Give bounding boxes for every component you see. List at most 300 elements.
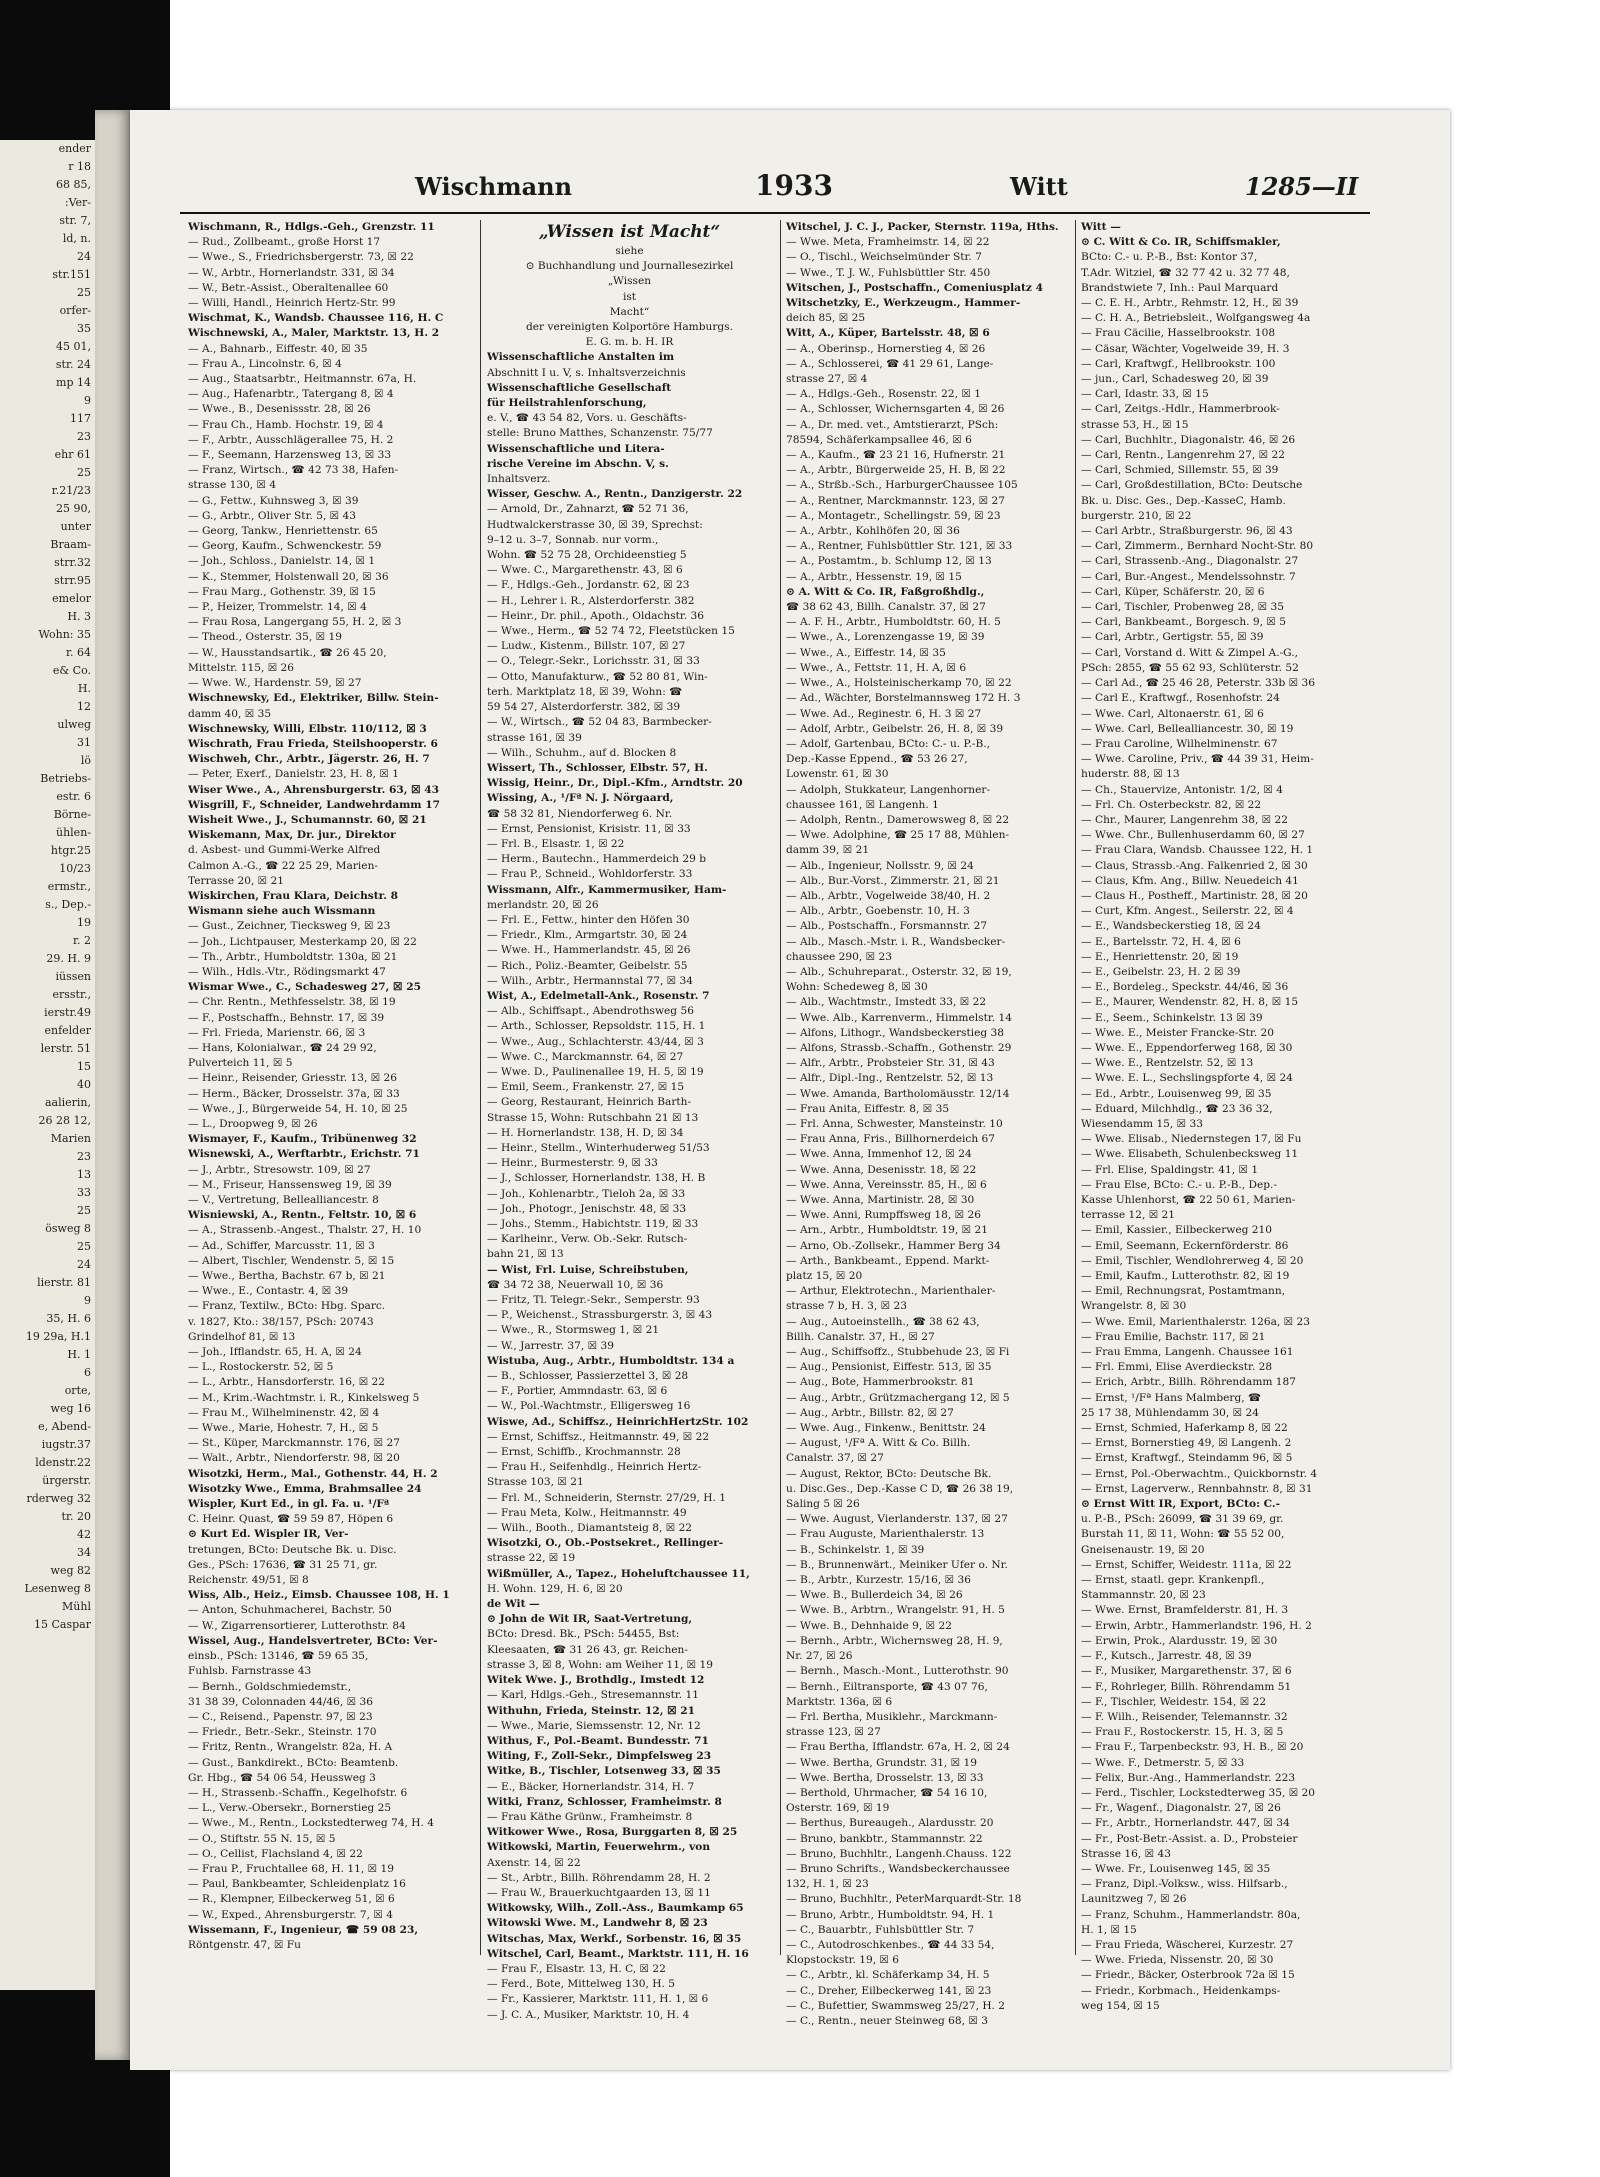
directory-entry-line: — Alfons, Lithogr., Wandsbeckerstieg 38 (786, 1026, 1004, 1039)
directory-entry-line: — Adolph, Stukkateur, Langenhorner- (786, 783, 991, 796)
directory-entry-line: — Friedr., Betr.-Sekr., Steinstr. 170 (188, 1726, 377, 1739)
directory-entry-line: — Frau Anita, Eiffestr. 8, ☒ 35 (786, 1102, 950, 1115)
directory-entry-line: 25 17 38, Mühlendamm 30, ☒ 24 (1081, 1406, 1259, 1419)
directory-entry-line: — C., Bufettier, Swammsweg 25/27, H. 2 (786, 1999, 1006, 2012)
directory-entry-line: — A., Schlosserei, ☎ 41 29 61, Lange- (786, 357, 994, 370)
left-page-text-fragment: 25 (77, 466, 91, 479)
directory-entry-line: — Emil, Rechnungsrat, Postamtmann, (1081, 1285, 1286, 1298)
directory-entry-line: Burstah 11, ☒ 11, Wohn: ☎ 55 52 00, (1081, 1528, 1285, 1541)
directory-entry-line: — Paul, Bankbeamter, Schleidenplatz 16 (188, 1878, 406, 1891)
directory-entry-line: — Frau F., Tarpenbeckstr. 93, H. B., ☒ 20 (1081, 1741, 1304, 1754)
left-page-text-fragment: Braam- (50, 538, 91, 551)
directory-entry-line: Terrasse 20, ☒ 21 (188, 874, 285, 887)
directory-entry-line: — C., Autodroschkenbes., ☎ 44 33 54, (786, 1938, 995, 1951)
directory-entry-line: Osterstr. 169, ☒ 19 (786, 1802, 890, 1815)
directory-entry-line: — Alb., Ingenieur, Nollsstr. 9, ☒ 24 (786, 859, 974, 872)
left-page-text-fragment: Lesenweg 8 (24, 1582, 91, 1595)
directory-entry-line: Bk. u. Disc. Ges., Dep.-KasseC, Hamb. (1081, 494, 1286, 507)
left-page-text-fragment: tr. 20 (61, 1510, 91, 1523)
directory-entry-line: Withus, F., Pol.-Beamt. Bundesstr. 71 (487, 1734, 709, 1747)
directory-entry-line: — Wwe., B., Desenissstr. 28, ☒ 26 (188, 403, 371, 416)
left-page-text-fragment: 33 (77, 1186, 91, 1199)
left-page-text-fragment: weg 16 (50, 1402, 91, 1415)
directory-entry-line: — Carl, Bur.-Angest., Mendelssohnstr. 7 (1081, 570, 1296, 583)
directory-entry-line: Wissenschaftliche und Litera- (487, 442, 665, 455)
directory-entry-line: damm 39, ☒ 21 (786, 844, 870, 857)
directory-entry-line: T.Adr. Witziel, ☎ 32 77 42 u. 32 77 48, (1081, 266, 1290, 279)
directory-entry-line: — W., Jarrestr. 37, ☒ 39 (487, 1339, 614, 1352)
left-page-text-fragment: H. (77, 682, 91, 695)
directory-entry-line: — Wilh., Hdls.-Vtr., Rödingsmarkt 47 (188, 965, 386, 978)
directory-entry-line: — Bernh., Arbtr., Wichernsweg 28, H. 9, (786, 1634, 1003, 1647)
directory-entry-line: — Frau Else, BCto: C.- u. P.-B., Dep.- (1081, 1178, 1278, 1191)
directory-entry-line: Wischrath, Frau Frieda, Steilshooperstr. 6 (188, 737, 438, 750)
directory-entry-line: — W., Hausstandsartik., ☎ 26 45 20, (188, 646, 387, 659)
directory-entry-line: bahn 21, ☒ 13 (487, 1248, 564, 1261)
directory-entry-line: — Eduard, Milchhdlg., ☎ 23 36 32, (1081, 1102, 1273, 1115)
directory-entry-line: — O., Tischl., Weichselmünder Str. 7 (786, 251, 982, 264)
directory-entry-line: — Carl, Zeitgs.-Hdlr., Hammerbrook- (1081, 403, 1280, 416)
left-page-text-fragment: 15 Caspar (34, 1618, 91, 1631)
directory-entry-line: — Erich, Arbtr., Billh. Röhrendamm 187 (1081, 1376, 1297, 1389)
directory-entry-line: Wohn: Schedeweg 8, ☒ 30 (786, 981, 928, 994)
directory-entry-line: — Frau Auguste, Marienthalerstr. 13 (786, 1528, 985, 1541)
directory-entry-line: Wohn. ☎ 52 75 28, Orchideenstieg 5 (487, 549, 687, 562)
directory-entry-line: ⊙ C. Witt & Co. IR, Schiffsmakler, (1081, 236, 1281, 249)
directory-entry-line: — Frau Käthe Grünw., Framheimstr. 8 (487, 1810, 693, 1823)
directory-entry-line: chaussee 161, ☒ Langenh. 1 (786, 798, 939, 811)
directory-entry-line: — Adolph, Rentn., Damerowsweg 8, ☒ 22 (786, 813, 1010, 826)
directory-entry-line: Dep.-Kasse Eppend., ☎ 53 26 27, (786, 753, 968, 766)
directory-entry-line: — Fr., Kassierer, Marktstr. 111, H. 1, ☒ 6 (487, 1993, 709, 2006)
left-page-text-fragment: 25 (77, 286, 91, 299)
directory-entry-line: — Carl E., Kraftwgf., Rosenhofstr. 24 (1081, 692, 1280, 705)
directory-entry-line: chaussee 290, ☒ 23 (786, 950, 892, 963)
directory-entry-line: damm 40, ☒ 35 (188, 707, 272, 720)
directory-entry-line: — E., Wandsbeckerstieg 18, ☒ 24 (1081, 920, 1261, 933)
left-page-text-fragment: strr.32 (54, 556, 91, 569)
directory-entry-line: — W., Zigarrensortierer, Lutterothstr. 84 (188, 1619, 406, 1632)
directory-entry-line: — K., Stemmer, Holstenwall 20, ☒ 36 (188, 570, 389, 583)
directory-entry-line: — Wist, Frl. Luise, Schreibstuben, (487, 1263, 689, 1276)
directory-entry-line: Gr. Hbg., ☎ 54 06 54, Heussweg 3 (188, 1771, 376, 1784)
left-page-text-fragment: 29. H. 9 (46, 952, 91, 965)
directory-entry-line: — Frau Anna, Fris., Billhornerdeich 67 (786, 1133, 995, 1146)
directory-entry-line: — Gust., Bankdirekt., BCto: Beamtenb. (188, 1756, 399, 1769)
directory-entry-line: — Frau Clara, Wandsb. Chaussee 122, H. 1 (1081, 844, 1314, 857)
directory-entry-line: ☎ 38 62 43, Billh. Canalstr. 37, ☒ 27 (786, 601, 986, 614)
directory-entry-line: — Wwe. Meta, Framheimstr. 14, ☒ 22 (786, 236, 990, 249)
left-page-text-fragment: 35, H. 6 (46, 1312, 91, 1325)
left-page-text-fragment: lerstr. 51 (40, 1042, 91, 1055)
directory-entry-line: — A., Strassenb.-Angest., Thalstr. 27, H. 10 (188, 1224, 422, 1237)
directory-entry-line: — Bruno, Buchhltr., Langenh.Chauss. 122 (786, 1847, 1012, 1860)
directory-entry-line: burgerstr. 210, ☒ 22 (1081, 509, 1192, 522)
directory-entry-line: — Wwe., A., Eiffestr. 14, ☒ 35 (786, 646, 946, 659)
directory-entry-line: — Frau Meta, Kolw., Heitmannstr. 49 (487, 1506, 687, 1519)
directory-entry-line: — Wwe. Alb., Karrenverm., Himmelstr. 14 (786, 1011, 1012, 1024)
directory-entry-line: — G., Arbtr., Oliver Str. 5, ☒ 43 (188, 509, 357, 522)
directory-entry-line: Klopstockstr. 19, ☒ 6 (786, 1954, 900, 1967)
directory-entry-line: — M., Friseur, Hanssensweg 19, ☒ 39 (188, 1178, 392, 1191)
directory-entry-line: — Wwe. B., Bullerdeich 34, ☒ 26 (786, 1589, 963, 1602)
directory-entry-line: — Ernst, staatl. gepr. Krankenpfl., (1081, 1574, 1265, 1587)
directory-entry-line: de Wit — (487, 1598, 540, 1611)
column-4 (1081, 220, 1366, 2014)
left-page-text-fragment: ierstr.49 (44, 1006, 91, 1019)
left-page-text-fragment: 25 (77, 1204, 91, 1217)
directory-entry-line: — Heinr., Reisender, Griesstr. 13, ☒ 26 (188, 1072, 398, 1085)
directory-entry-line: — Carl, Küper, Schäferstr. 20, ☒ 6 (1081, 585, 1265, 598)
directory-entry-line: — Hans, Kolonialwar., ☎ 24 29 92, (188, 1041, 377, 1054)
directory-entry-line: — Frl. Elise, Spaldingstr. 41, ☒ 1 (1081, 1163, 1259, 1176)
left-page-text-fragment: ehr 61 (54, 448, 91, 461)
directory-entry-line: Wisotzki, Herm., Mal., Gothenstr. 44, H. 2 (188, 1467, 438, 1480)
directory-entry-line: — Franz, Dipl.-Volksw., wiss. Hilfsarb., (1081, 1878, 1288, 1891)
directory-entry-line: — Wwe. W., Hardenstr. 59, ☒ 27 (188, 677, 362, 690)
directory-entry-line: — Otto, Manufakturw., ☎ 52 80 81, Win- (487, 670, 708, 683)
left-page-text-fragment: iugstr.37 (41, 1438, 91, 1451)
directory-entry-line: — Johs., Stemm., Habichtstr. 119, ☒ 33 (487, 1218, 699, 1230)
directory-entry-line: Wischweh, Chr., Arbtr., Jägerstr. 26, H. 7 (188, 753, 430, 766)
directory-entry-line: „Wissen ist Macht“ (538, 222, 721, 242)
directory-entry-line: — B., Brunnenwärt., Meiniker Ufer o. Nr. (786, 1558, 1008, 1571)
left-page-text-fragment: aalierin, (44, 1096, 91, 1109)
directory-entry-line: H. 1, ☒ 15 (1081, 1923, 1137, 1936)
directory-entry-line: — Wwe. B., Arbtrn., Wrangelstr. 91, H. 5 (786, 1604, 1005, 1617)
directory-entry-line: — Berthold, Uhrmacher, ☎ 54 16 10, (786, 1786, 988, 1799)
directory-entry-line: Wissig, Heinr., Dr., Dipl.-Kfm., Arndtstr. 20 (487, 777, 743, 790)
directory-entry-line: — Fritz, Tl. Telegr.-Sekr., Semperstr. 93 (487, 1294, 700, 1307)
directory-entry-line: Marktstr. 136a, ☒ 6 (786, 1695, 893, 1708)
directory-entry-line: — Frau P., Fruchtallee 68, H. 11, ☒ 19 (188, 1862, 394, 1875)
directory-entry-line: Strasse 103, ☒ 21 (487, 1476, 584, 1489)
column-divider (480, 220, 481, 1955)
directory-entry-line: ⊙ Buchhandlung und Journallesezirkel (525, 260, 734, 273)
left-page-text-fragment: 19 29a, H.1 (25, 1330, 91, 1343)
directory-entry-line: — Walt., Arbtr., Niendorferstr. 98, ☒ 20 (188, 1452, 400, 1465)
directory-entry-line: — B., Schlosser, Passierzettel 3, ☒ 28 (487, 1370, 689, 1383)
directory-entry-line: — Aug., Arbtr., Billstr. 82, ☒ 27 (786, 1406, 954, 1419)
directory-entry-line: — A., Montagetr., Schellingstr. 59, ☒ 23 (786, 509, 1001, 522)
directory-entry-line: — E., Henriettenstr. 20, ☒ 19 (1081, 950, 1239, 963)
directory-entry-line: Wiss, Alb., Heiz., Eimsb. Chaussee 108, H. 1 (188, 1589, 450, 1602)
directory-entry-line: — Frl. M., Schneiderin, Sternstr. 27/29, H. 1 (487, 1491, 726, 1504)
directory-entry-line: strasse 161, ☒ 39 (487, 731, 582, 744)
left-page-text-fragment: estr. 6 (56, 790, 91, 803)
directory-entry-line: Lowenstr. 61, ☒ 30 (786, 768, 889, 781)
directory-entry-line: — Carl, Arbtr., Gertigstr. 55, ☒ 39 (1081, 631, 1264, 644)
directory-entry-line: — Joh., Lichtpauser, Mesterkamp 20, ☒ 22 (188, 935, 417, 948)
directory-entry-line: — Ferd., Tischler, Lockstedterweg 35, ☒ 20 (1081, 1786, 1316, 1799)
directory-entry-line: 78594, Schäferkampsallee 46, ☒ 6 (786, 433, 972, 446)
directory-entry-line: — Claus H., Postheff., Martinistr. 28, ☒ 20 (1081, 889, 1308, 902)
left-page-text-fragment: ösweg 8 (45, 1222, 91, 1235)
directory-entry-line: — Wwe. Frieda, Nissenstr. 20, ☒ 30 (1081, 1954, 1274, 1967)
directory-entry-line: Witschel, J. C. J., Packer, Sternstr. 119a, Hths. (786, 221, 1059, 233)
directory-entry-line: Wismayer, F., Kaufm., Tribünenweg 32 (188, 1133, 417, 1146)
directory-entry-line: — F., Tischler, Weidestr. 154, ☒ 22 (1081, 1695, 1267, 1708)
directory-entry-line: — Frau W., Brauerkuchtgaarden 13, ☒ 11 (487, 1886, 711, 1899)
left-page-text-fragment: unter (60, 520, 91, 533)
directory-entry-line: — Wwe. Adolphine, ☎ 25 17 88, Mühlen- (786, 829, 1009, 842)
directory-entry-line: — P., Heizer, Trommelstr. 14, ☒ 4 (188, 601, 367, 614)
left-page-text-fragment: str. 7, (59, 214, 91, 227)
left-page-text-fragment: orte, (64, 1384, 91, 1397)
directory-entry-line: Canalstr. 37, ☒ 27 (786, 1452, 884, 1465)
directory-entry-line: — Wwe., A., Holsteinischerkamp 70, ☒ 22 (786, 677, 1012, 690)
directory-entry-line: tretungen, BCto: Deutsche Bk. u. Disc. (188, 1543, 397, 1556)
directory-entry-line: — Alb., Masch.-Mstr. i. R., Wandsbecker- (786, 935, 1006, 948)
directory-entry-line: — Joh., Kohlenarbtr., Tieloh 2a, ☒ 33 (487, 1187, 686, 1200)
directory-entry-line: BCto: Dresd. Bk., PSch: 54455, Bst: (487, 1628, 680, 1641)
directory-entry-line: Wischmat, K., Wandsb. Chaussee 116, H. C (188, 312, 444, 325)
directory-entry-line: u. Disc.Ges., Dep.-Kasse C D, ☎ 26 38 19, (786, 1482, 1014, 1495)
directory-entry-line: Wischnewsky, Willi, Elbstr. 110/112, ☒ 3 (188, 722, 427, 735)
directory-entry-line: — F., Musiker, Margarethenstr. 37, ☒ 6 (1081, 1665, 1292, 1678)
directory-entry-line: — F. Wilh., Reisender, Telemannstr. 32 (1081, 1710, 1288, 1723)
left-page-text-fragment: 15 (77, 1060, 91, 1073)
directory-entry-line: — Aug., Staatsarbtr., Heitmannstr. 67a, H. (188, 373, 417, 386)
directory-entry-line: — Wwe., Aug., Schlachterstr. 43/44, ☒ 3 (487, 1035, 704, 1048)
directory-entry-line: Macht“ (609, 305, 650, 318)
directory-entry-line: — Frau Emma, Langenh. Chaussee 161 (1081, 1346, 1294, 1359)
directory-entry-line: ⊙ Kurt Ed. Wispler IR, Ver- (188, 1528, 349, 1541)
directory-entry-line: — Adolf, Arbtr., Geibelstr. 26, H. 8, ☒ 39 (786, 722, 1004, 735)
directory-entry-line: — Frau P., Schneid., Wohldorferstr. 33 (487, 868, 693, 881)
directory-entry-line: strasse 130, ☒ 4 (188, 479, 277, 492)
directory-entry-line: — F., Rohrleger, Billh. Röhrendamm 51 (1081, 1680, 1292, 1693)
directory-entry-line: — Wwe., A., Fettstr. 11, H. A, ☒ 6 (786, 661, 967, 674)
directory-entry-line: — Franz, Schuhm., Hammerlandstr. 80a, (1081, 1908, 1301, 1921)
directory-entry-line: — Berthus, Bureaugeh., Alardusstr. 20 (786, 1817, 994, 1830)
directory-entry-line: — Frau H., Seifenhdlg., Heinrich Hertz- (487, 1461, 702, 1474)
directory-entry-line: — Aug., Autoeinstellh., ☎ 38 62 43, (786, 1315, 980, 1328)
left-page-text-fragment: r 18 (68, 160, 91, 173)
directory-entry-line: Wrangelstr. 8, ☒ 30 (1081, 1300, 1187, 1313)
directory-entry-line: — Wwe. Caroline, Priv., ☎ 44 39 31, Heim- (1081, 753, 1314, 766)
left-page-text-fragment: 23 (77, 430, 91, 443)
directory-entry-line: — R., Klempner, Eilbeckerweg 51, ☒ 6 (188, 1893, 395, 1906)
directory-entry-line: — Frau Cäcilie, Hasselbrookstr. 108 (1081, 327, 1276, 340)
directory-entry-line: — Bernh., Eiltransporte, ☎ 43 07 76, (786, 1680, 988, 1693)
directory-entry-line: — jun., Carl, Schadesweg 20, ☒ 39 (1081, 373, 1269, 386)
directory-entry-line: — F., Kutsch., Jarrestr. 48, ☒ 39 (1081, 1650, 1252, 1663)
directory-entry-line: E. G. m. b. H. IR (585, 336, 674, 349)
left-page-text-fragment: emelor (52, 592, 91, 605)
directory-entry-line: — Wwe. August, Vierlanderstr. 137, ☒ 27 (786, 1513, 1008, 1526)
directory-entry-line: — A., Arbtr., Hessenstr. 19, ☒ 15 (786, 570, 962, 583)
directory-entry-line: — Emil, Seem., Frankenstr. 27, ☒ 15 (487, 1081, 685, 1094)
directory-entry-line: — Wwe., Bertha, Bachstr. 67 b, ☒ 21 (188, 1270, 386, 1283)
directory-entry-line: — A., Strßb.-Sch., HarburgerChaussee 105 (786, 479, 1018, 492)
directory-entry-line: — Franz, Textilw., BCto: Hbg. Sparc. (188, 1300, 386, 1313)
directory-entry-line: — Frl. E., Fettw., hinter den Höfen 30 (487, 913, 690, 926)
directory-entry-line: — A., Rentner, Marckmannstr. 123, ☒ 27 (786, 494, 1005, 507)
directory-entry-line: BCto: C.- u. P.-B., Bst: Kontor 37, (1081, 251, 1258, 264)
directory-entry-line: — Friedr., Bäcker, Osterbrook 72a ☒ 15 (1081, 1969, 1295, 1982)
directory-entry-line: Inhaltsverz. (487, 473, 551, 486)
directory-entry-line: — J., Arbtr., Stresowstr. 109, ☒ 27 (188, 1163, 371, 1176)
directory-entry-line: Wiser Wwe., A., Ahrensburgerstr. 63, ☒ 43 (188, 783, 440, 796)
directory-entry-line: — V., Vertretung, Bellealliancestr. 8 (188, 1194, 379, 1206)
directory-entry-line: Wisniewski, A., Rentn., Feltstr. 10, ☒ 6 (188, 1209, 417, 1222)
left-page-text-fragment: 34 (77, 1546, 91, 1559)
directory-entry-line: — Wwe. Anna, Immenhof 12, ☒ 24 (786, 1148, 972, 1161)
directory-entry-line: — Ernst, Schiffsz., Heitmannstr. 49, ☒ 22 (487, 1430, 710, 1443)
directory-entry-line: Witschetzky, E., Werkzeugm., Hammer- (786, 297, 1021, 310)
directory-entry-line: Wisnewski, A., Werftarbtr., Erichstr. 71 (188, 1148, 420, 1161)
directory-entry-line: — August, Rektor, BCto: Deutsche Bk. (786, 1467, 992, 1480)
directory-entry-line: — Fritz, Rentn., Wrangelstr. 82a, H. A (188, 1741, 393, 1754)
left-page-text-fragment: 24 (77, 250, 91, 263)
directory-entry-line: der vereinigten Kolportöre Hamburgs. (526, 321, 733, 334)
directory-entry-line: Wismann siehe auch Wissmann (188, 905, 376, 918)
directory-entry-line: platz 15, ☒ 20 (786, 1270, 863, 1283)
directory-entry-line: Mittelstr. 115, ☒ 26 (188, 661, 295, 674)
directory-entry-line: — H., Strassenb.-Schaffn., Kegelhofstr. 6 (188, 1786, 408, 1799)
left-page-text-fragment: 12 (77, 700, 91, 713)
directory-entry-line: strasse 22, ☒ 19 (487, 1552, 576, 1565)
left-page-text-fragment: Börne- (53, 808, 91, 821)
directory-entry-line: strasse 7 b, H. 3, ☒ 23 (786, 1300, 908, 1313)
directory-entry-line: — W., Arbtr., Hornerlandstr. 331, ☒ 34 (188, 266, 395, 279)
left-page-text-fragment: mp 14 (56, 376, 91, 389)
directory-entry-line: — Fr., Wagenf., Diagonalstr. 27, ☒ 26 (1081, 1802, 1281, 1815)
directory-entry-line: ⊙ Ernst Witt IR, Export, BCto: C.- (1081, 1498, 1280, 1511)
directory-entry-line: „Wissen (607, 275, 652, 288)
left-page-text-fragment: 40 (77, 1078, 91, 1091)
directory-entry-line: — Carl, Strassenb.-Ang., Diagonalstr. 27 (1081, 555, 1299, 568)
directory-entry-line: — Ed., Arbtr., Louisenweg 99, ☒ 35 (1081, 1087, 1272, 1100)
directory-entry-line: — Theod., Osterstr. 35, ☒ 19 (188, 631, 342, 644)
directory-entry-line: — Frau A., Lincolnstr. 6, ☒ 4 (188, 357, 342, 370)
directory-entry-line: Wischmann, R., Hdlgs.-Geh., Grenzstr. 11 (188, 221, 435, 233)
directory-entry-line: — Frau Frieda, Wäscherei, Kurzestr. 27 (1081, 1938, 1294, 1951)
directory-entry-line: Wißmüller, A., Tapez., Hoheluftchaussee 11, (487, 1567, 750, 1580)
directory-entry-line: — Frau Emilie, Bachstr. 117, ☒ 21 (1081, 1330, 1266, 1343)
left-page-text-fragment: htgr.25 (50, 844, 91, 857)
left-page-text-fragment: r.21/23 (51, 484, 91, 497)
directory-entry-line: — Wwe. E., Meister Francke-Str. 20 (1081, 1026, 1275, 1039)
directory-entry-line: — Wwe., A., Lorenzengasse 19, ☒ 39 (786, 631, 985, 644)
directory-entry-line: — Ernst, Schiffb., Krochmannstr. 28 (487, 1446, 681, 1459)
header-rule (180, 212, 1370, 214)
left-page-text-fragment: iüssen (55, 970, 91, 983)
directory-entry-line: — E., Bordeleg., Speckstr. 44/46, ☒ 36 (1081, 981, 1289, 994)
directory-entry-line: — F., Seemann, Harzensweg 13, ☒ 33 (188, 449, 392, 462)
directory-entry-line: Kasse Uhlenhorst, ☎ 22 50 61, Marien- (1081, 1194, 1296, 1206)
directory-entry-line: — Wwe. Elisabeth, Schulenbecksweg 11 (1081, 1148, 1299, 1161)
directory-entry-line: deich 85, ☒ 25 (786, 312, 866, 325)
directory-entry-line: Pulverteich 11, ☒ 5 (188, 1057, 293, 1070)
directory-entry-line: siehe (615, 245, 644, 257)
directory-entry-line: — A., Rentner, Fuhlsbüttler Str. 121, ☒ 33 (786, 540, 1013, 553)
left-page-text-fragment: ürgerstr. (42, 1474, 91, 1487)
directory-entry-line: — J., Schlosser, Hornerlandstr. 138, H. B (487, 1172, 706, 1185)
directory-entry-line: — L., Rostockerstr. 52, ☒ 5 (188, 1361, 334, 1374)
directory-entry-line: — Claus, Kfm. Ang., Billw. Neuedeich 41 (1081, 874, 1299, 887)
directory-entry-line: — August, ¹/Fª A. Witt & Co. Billh. (786, 1437, 971, 1450)
directory-entry-line: Wissing, A., ¹/Fª N. J. Nörgaard, (487, 792, 674, 805)
directory-entry-line: — C. H. A., Betriebsleit., Wolfgangsweg 4a (1081, 312, 1311, 325)
directory-entry-line: — Ernst, Schiffer, Weidestr. 111a, ☒ 22 (1081, 1558, 1292, 1571)
directory-entry-line: — Alb., Bur.-Vorst., Zimmerstr. 21, ☒ 21 (786, 874, 1000, 887)
directory-entry-line: strasse 123, ☒ 27 (786, 1726, 881, 1739)
page-header (240, 169, 1370, 212)
directory-entry-line: — Wwe. Anni, Rumpffsweg 18, ☒ 26 (786, 1209, 981, 1222)
directory-entry-line: — Ernst, Schmied, Haferkamp 8, ☒ 22 (1081, 1422, 1288, 1435)
directory-entry-line: — C., Arbtr., kl. Schäferkamp 34, H. 5 (786, 1969, 990, 1982)
directory-entry-line: Stammannstr. 20, ☒ 23 (1081, 1589, 1206, 1602)
directory-entry-line: — Georg, Restaurant, Heinrich Barth- (487, 1096, 692, 1109)
directory-entry-line: — Albert, Tischler, Wendenstr. 5, ☒ 15 (188, 1254, 395, 1267)
directory-entry-line: Wiswe, Ad., Schiffsz., HeinrichHertzStr. 102 (487, 1415, 749, 1428)
directory-entry-line: Nr. 27, ☒ 26 (786, 1650, 853, 1663)
directory-entry-line: d. Asbest- und Gummi-Werke Alfred (188, 844, 381, 857)
directory-entry-line: Billh. Canalstr. 37, H., ☒ 27 (786, 1330, 935, 1343)
directory-entry-line: Wisotzki, O., Ob.-Postsekret., Rellinger- (487, 1537, 724, 1550)
directory-entry-line: — Ludw., Kistenm., Billstr. 107, ☒ 27 (487, 640, 686, 653)
directory-entry-line: Witschas, Max, Werkf., Sorbenstr. 16, ☒ 35 (487, 1932, 742, 1945)
directory-entry-line: — Anton, Schuhmacherei, Bachstr. 50 (188, 1604, 392, 1617)
directory-entry-line: — Wwe. Bertha, Drosselstr. 13, ☒ 33 (786, 1771, 984, 1784)
header-page-number: 1285—II (1245, 172, 1359, 201)
directory-entry-line: Saling 5 ☒ 26 (786, 1498, 860, 1511)
book-gutter (95, 110, 130, 2060)
left-page-text-fragment: 68 85, (56, 178, 91, 191)
directory-entry-line: — Wwe. B., Dehnhaide 9, ☒ 22 (786, 1619, 952, 1632)
directory-entry-line: — Wwe. Carl, Bellealliancestr. 30, ☒ 19 (1081, 722, 1294, 735)
directory-entry-line: — Curt, Kfm. Angest., Seilerstr. 22, ☒ 4 (1081, 905, 1294, 918)
left-page-text-fragment: 10/23 (59, 862, 91, 875)
directory-entry-line: — Carl Ad., ☎ 25 46 28, Peterstr. 33b ☒ 36 (1081, 677, 1316, 690)
directory-entry-line: — B., Arbtr., Kurzestr. 15/16, ☒ 36 (786, 1574, 971, 1587)
directory-entry-line: — E., Geibelstr. 23, H. 2 ☒ 39 (1081, 965, 1241, 978)
directory-entry-line: — M., Krim.-Wachtmstr. i. R., Kinkelsweg 5 (188, 1391, 420, 1404)
directory-entry-line: strasse 27, ☒ 4 (786, 373, 868, 386)
directory-entry-line: — Arth., Schlosser, Repsoldstr. 115, H. 1 (487, 1020, 706, 1033)
directory-entry-line: — Frau F., Rostockerstr. 15, H. 3, ☒ 5 (1081, 1726, 1284, 1739)
directory-entry-line: — Wwe. Anna, Desenisstr. 18, ☒ 22 (786, 1163, 977, 1176)
directory-entry-line: — Frau M., Wilhelminenstr. 42, ☒ 4 (188, 1406, 380, 1419)
directory-entry-line: — Alb., Arbtr., Vogelweide 38/40, H. 2 (786, 889, 991, 902)
left-page-text-fragment: 45 01, (56, 340, 91, 353)
directory-entry-line: — St., Arbtr., Billh. Röhrendamm 28, H. 2 (487, 1871, 711, 1884)
left-page-text-fragment: r. 64 (65, 646, 91, 659)
directory-entry-line: — A., Schlosser, Wichernsgarten 4, ☒ 26 (786, 403, 1005, 416)
directory-entry-line: Wisgrill, F., Schneider, Landwehrdamm 17 (188, 798, 440, 811)
left-page-text-fragment: 31 (77, 736, 91, 749)
directory-entry-line: — E., Seem., Schinkelstr. 13 ☒ 39 (1081, 1011, 1263, 1024)
left-page-text-fragment: str.151 (52, 268, 91, 281)
left-page-text-fragment: ühlen- (56, 826, 91, 839)
left-page-text-fragment: ersstr., (52, 988, 91, 1001)
directory-entry-line: Witkower Wwe., Rosa, Burggarten 8, ☒ 25 (487, 1826, 738, 1839)
left-page-text-fragment: Marien (50, 1132, 91, 1145)
directory-entry-line: 31 38 39, Colonnaden 44/46, ☒ 36 (188, 1695, 373, 1708)
directory-entry-line: stelle: Bruno Matthes, Schanzenstr. 75/77 (487, 427, 713, 440)
directory-entry-line: — Frau Bertha, Ifflandstr. 67a, H. 2, ☒ 24 (786, 1741, 1010, 1754)
directory-entry-line: — Aug., Pensionist, Eiffestr. 513, ☒ 35 (786, 1361, 992, 1374)
directory-entry-line: Wissemann, F., Ingenieur, ☎ 59 08 23, (188, 1923, 419, 1936)
directory-entry-line: — Ad., Schiffer, Marcusstr. 11, ☒ 3 (188, 1239, 375, 1252)
directory-entry-line: — E., Bartelsstr. 72, H. 4, ☒ 6 (1081, 935, 1241, 948)
directory-entry-line: — Carl, Buchhltr., Diagonalstr. 46, ☒ 26 (1081, 433, 1296, 446)
directory-entry-line: — Wwe., R., Stormsweg 1, ☒ 21 (487, 1324, 660, 1337)
directory-entry-line: Strasse 16, ☒ 43 (1081, 1847, 1171, 1860)
directory-entry-line: — Alb., Arbtr., Goebenstr. 10, H. 3 (786, 905, 970, 918)
